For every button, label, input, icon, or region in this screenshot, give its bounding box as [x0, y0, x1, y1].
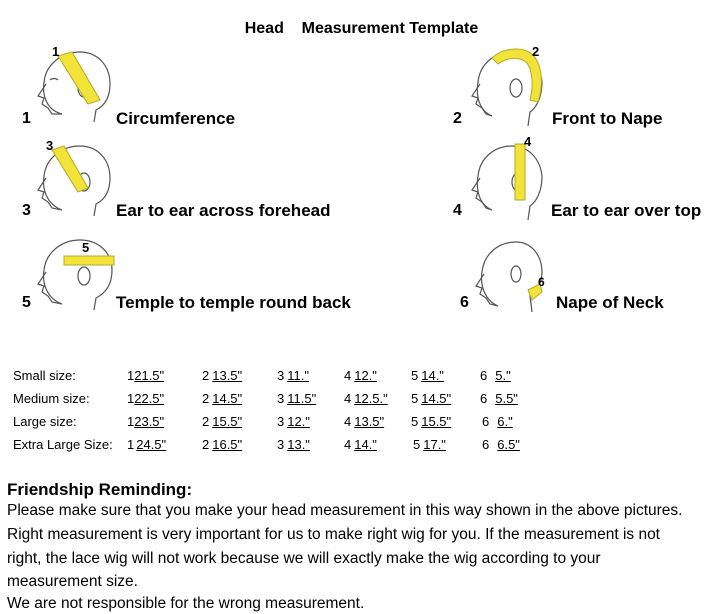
size-cell: 6 6." [482, 414, 513, 429]
measurement-number: 1 [22, 110, 31, 127]
size-cell: 6 5.5" [480, 391, 518, 406]
size-cell: 5 14." [411, 368, 444, 383]
marker-label: 5 [82, 240, 90, 255]
size-cell: 4 14." [344, 437, 377, 452]
size-row-label: Extra Large Size: [13, 437, 113, 452]
size-cell: 6 6.5" [482, 437, 520, 452]
size-cell: 5 15.5" [411, 414, 452, 429]
size-cell: 2 13.5" [202, 368, 243, 383]
size-cell: 2 16.5" [202, 437, 243, 452]
size-cell: 3 11." [277, 368, 309, 383]
measurement-label: Nape of Neck [556, 293, 664, 312]
reminder-line: right, the lace wig will not work because we will exactly make the wig according to your [7, 550, 601, 567]
measurement-number: 5 [22, 294, 31, 311]
size-cell: 6 5." [480, 368, 511, 383]
size-cell: 123.5" [127, 414, 165, 429]
reminder-line: Please make sure that you make your head measurement in this way shown in the above pictures. [7, 502, 683, 519]
marker-label: 4 [524, 134, 532, 149]
size-row-label: Small size: [13, 368, 76, 383]
measurement-number: 4 [453, 202, 462, 219]
size-cell: 2 14.5" [202, 391, 243, 406]
size-cell: 5 14.5" [411, 391, 452, 406]
size-cell: 4 13.5" [344, 414, 385, 429]
reminder-title: Friendship Reminding: [7, 480, 193, 499]
reminder-line: We are not responsible for the wrong measurement. [7, 595, 365, 612]
measurement-label: Temple to temple round back [116, 293, 351, 312]
size-cell: 2 15.5" [202, 414, 243, 429]
reminder-line: measurement size. [7, 573, 138, 590]
size-cell: 3 13." [277, 437, 310, 452]
size-cell: 5 17." [413, 437, 446, 452]
measurement-number: 2 [453, 110, 462, 127]
size-cell: 3 11.5" [277, 391, 317, 406]
size-cell: 121.5" [127, 368, 165, 383]
size-cell: 4 12.5." [344, 391, 388, 406]
page-title: Head Measurement Template [244, 20, 479, 37]
measurement-label: Ear to ear across forehead [116, 201, 331, 220]
measurement-label: Ear to ear over top [551, 201, 702, 220]
size-row-label: Medium size: [13, 391, 90, 406]
size-cell: 1 24.5" [127, 437, 167, 452]
measurement-number: 3 [22, 202, 31, 219]
size-cell: 3 12." [277, 414, 310, 429]
measurement-number: 6 [460, 294, 469, 311]
size-cell: 4 12." [344, 368, 377, 383]
measurement-label: Front to Nape [552, 109, 663, 128]
marker-label: 3 [46, 138, 54, 153]
size-row-label: Large size: [13, 414, 77, 429]
measurement-label: Circumference [116, 109, 236, 128]
marker-label: 6 [538, 275, 545, 289]
marker-label: 2 [532, 44, 540, 59]
size-cell: 122.5" [127, 391, 165, 406]
marker-label: 1 [52, 44, 60, 59]
reminder-line: Right measurement is very important for us to make right wig for you. If the measurement is not [7, 526, 660, 543]
